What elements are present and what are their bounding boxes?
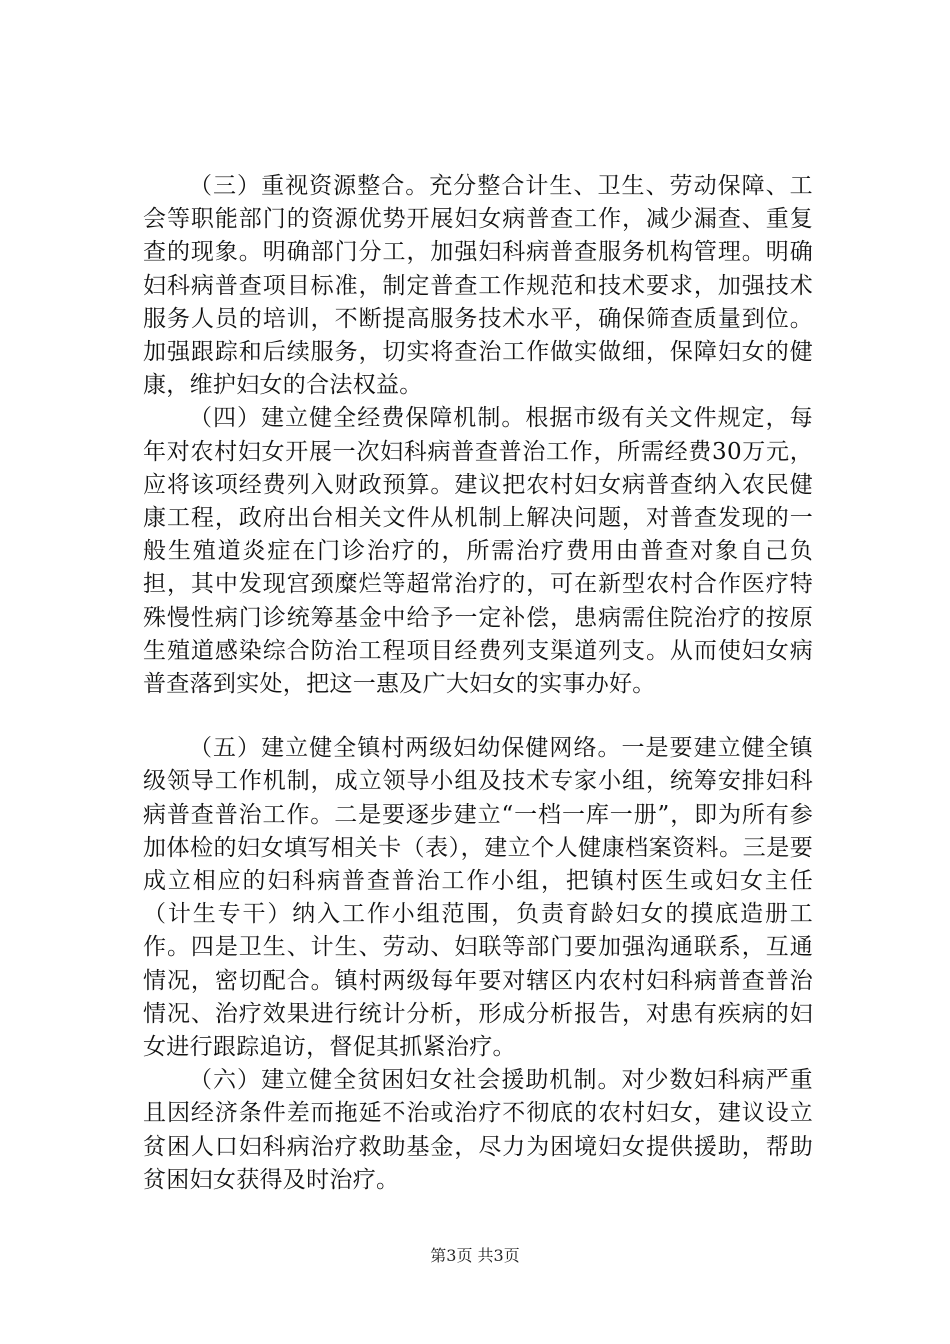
page-number-footer: 第3页 共3页 xyxy=(430,1246,520,1265)
paragraph-funding-mechanism: （四）建立健全经费保障机制。根据市级有关文件规定，每年对农村妇女开展一次妇科病普查普治工作，所需经费30万元，应将该项经费列入财政预算。建议把农村妇女病普查纳入农民健康工程，政府出台相关文件从机制上解决问题，对普查发现的一般生殖道炎症在门诊治疗的，所需治疗费用由普查对象自己负担，其中发现宫颈糜烂等超常治疗的，可在新型农村合作医疗特殊慢性病门诊统筹基金中给予一定补偿，患病需住院治疗的按原生殖道感染综合防治工程项目经费列支渠道列支。从而使妇女病普查落到实处，把这一惠及广大妇女的实事办好。 xyxy=(143,405,813,698)
paragraph-poverty-assistance: （六）建立健全贫困妇女社会援助机制。对少数妇科病严重且因经济条件差而拖延不治或治疗不彻底的农村妇女，建议设立贫困人口妇科病治疗救助基金，尽力为困境妇女提供援助，帮助贫困妇女获得及时治疗。 xyxy=(143,1067,813,1193)
document-body xyxy=(143,170,813,1197)
paragraph-resource-integration: （三）重视资源整合。充分整合计生、卫生、劳动保障、工会等职能部门的资源优势开展妇女病普查工作，减少漏查、重复查的现象。明确部门分工，加强妇科病普查服务机构管理。明确妇科病普查项目标准，制定普查工作规范和技术要求，加强技术服务人员的培训，不断提高服务技术水平，确保筛查质量到位。加强跟踪和后续服务，切实将查治工作做实做细，保障妇女的健康，维护妇女的合法权益。 xyxy=(143,173,813,399)
paragraph-health-network: （五）建立健全镇村两级妇幼保健网络。一是要建立健全镇级领导工作机制，成立领导小组及技术专家小组，统筹安排妇科病普查普治工作。二是要逐步建立“一档一库一册”，即为所有参加体检的妇女填写相关卡（表），建立个人健康档案资料。三是要成立相应的妇科病普查普治工作小组，把镇村医生或妇女主任（计生专干）纳入工作小组范围，负责育龄妇女的摸底造册工作。四是卫生、计生、劳动、妇联等部门要加强沟通联系，互通情况，密切配合。镇村两级每年要对辖区内农村妇科病普查普治情况、治疗效果进行统计分析，形成分析报告，对患有疾病的妇女进行跟踪追访，督促其抓紧治疗。 xyxy=(143,735,813,1061)
